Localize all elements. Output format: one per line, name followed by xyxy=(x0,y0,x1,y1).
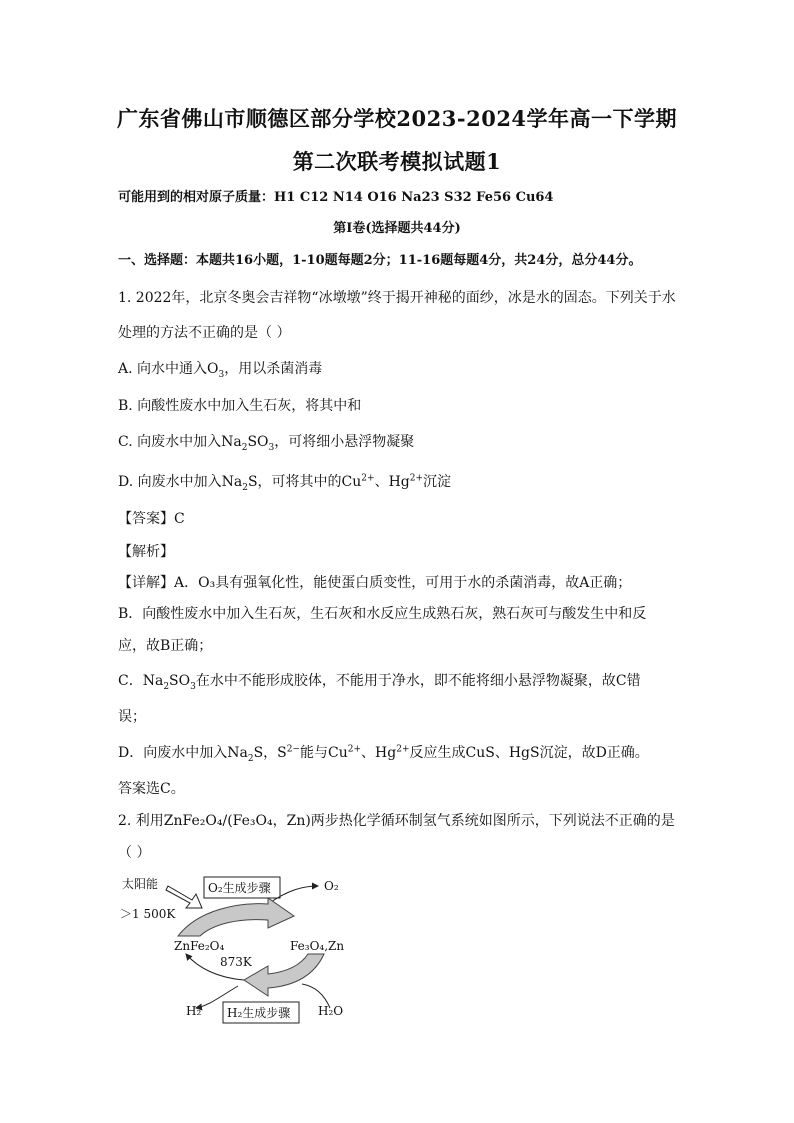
q1-detail-c-line-1: C．$Na_2SO_3$在水中不能形成胶体，不能用于净水，即不能将细小悬浮物凝聚，故C错 xyxy=(118,673,641,692)
q1-conclusion: 答案选C。 xyxy=(118,781,185,797)
q1-analysis-label: 【解析】 xyxy=(118,544,174,560)
q2-stem-line-2: （ ） xyxy=(118,845,151,861)
label-o2: O₂ xyxy=(324,879,339,893)
lower-reaction-band xyxy=(244,954,324,996)
q2-stem-line-1: 2. 利用ZnFe₂O₄/(Fe₃O₄，Zn)两步热化学循环制氢气系统如图所示，下列说法不正确的是 xyxy=(118,813,675,829)
title-line-1: 广东省佛山市顺德区部分学校2023-2024学年高一下学期 xyxy=(116,106,678,131)
sun-input-arrow xyxy=(166,886,202,908)
q1-stem-line-2: 处理的方法不正确的是（ ） xyxy=(118,325,291,341)
part-one-header: 一、选择题：本题共16小题，1-10题每题2分；11-16题每题4分，共24分，总分44分。 xyxy=(118,253,642,268)
label-right-compound: Fe₃O₄,Zn xyxy=(290,939,345,953)
q1-answer: 【答案】C xyxy=(118,511,185,527)
q1-stem-line-1: 1. 2022年，北京冬奥会吉祥物“冰墩墩”终于揭开神秘的面纱，冰是水的固态。下列关于水 xyxy=(118,290,676,306)
q1-detail-a: 【详解】A．O₃具有强氧化性，能使蛋白质变性，可用于水的杀菌消毒，故A正确； xyxy=(118,575,632,591)
q1-option-d: D. 向废水中加入$Na_2S$，可将其中的$Cu^{2+}$、$Hg^{2+}$沉淀 xyxy=(118,473,452,493)
label-h2o: H₂O xyxy=(318,1004,344,1018)
label-sun: 太阳能 xyxy=(122,877,159,891)
q1-detail-b-line-1: B．向酸性废水中加入生石灰，生石灰和水反应生成熟石灰，熟石灰可与酸发生中和反 xyxy=(118,606,647,622)
label-temp-low: 873K xyxy=(220,955,252,969)
q1-option-c: C. 向废水中加入$Na_2SO_3$，可将细小悬浮物凝聚 xyxy=(118,434,415,453)
label-left-compound: ZnFe₂O₄ xyxy=(174,939,225,953)
title-line-2: 第二次联考模拟试题1 xyxy=(292,149,502,174)
section-title: 第Ⅰ卷(选择题共44分) xyxy=(333,221,461,236)
q1-detail-b-line-2: 应，故B正确； xyxy=(118,638,213,654)
thermochemical-cycle-diagram xyxy=(118,868,358,1028)
q1-detail-d: D．向废水中加入$Na_2S$，$S^{2-}$能与$Cu^{2+}$、$Hg^{2+}$反应生成CuS、HgS沉淀，故D正确。 xyxy=(118,744,649,764)
label-temp-high: ＞1 500K xyxy=(120,907,176,921)
q1-detail-c-line-2: 误； xyxy=(118,709,146,725)
q1-option-b: B. 向酸性废水中加入生石灰，将其中和 xyxy=(118,398,362,414)
atomic-masses: 可能用到的相对原子质量：H1 C12 N14 O16 Na23 S32 Fe56 Cu64 xyxy=(118,190,554,205)
label-o2-step: O₂生成步骤 xyxy=(208,881,271,895)
label-h2-step: H₂生成步骤 xyxy=(227,1006,291,1020)
q1-option-a: A. 向水中通入$O_3$，用以杀菌消毒 xyxy=(118,361,323,380)
label-h2: H₂ xyxy=(186,1004,202,1018)
